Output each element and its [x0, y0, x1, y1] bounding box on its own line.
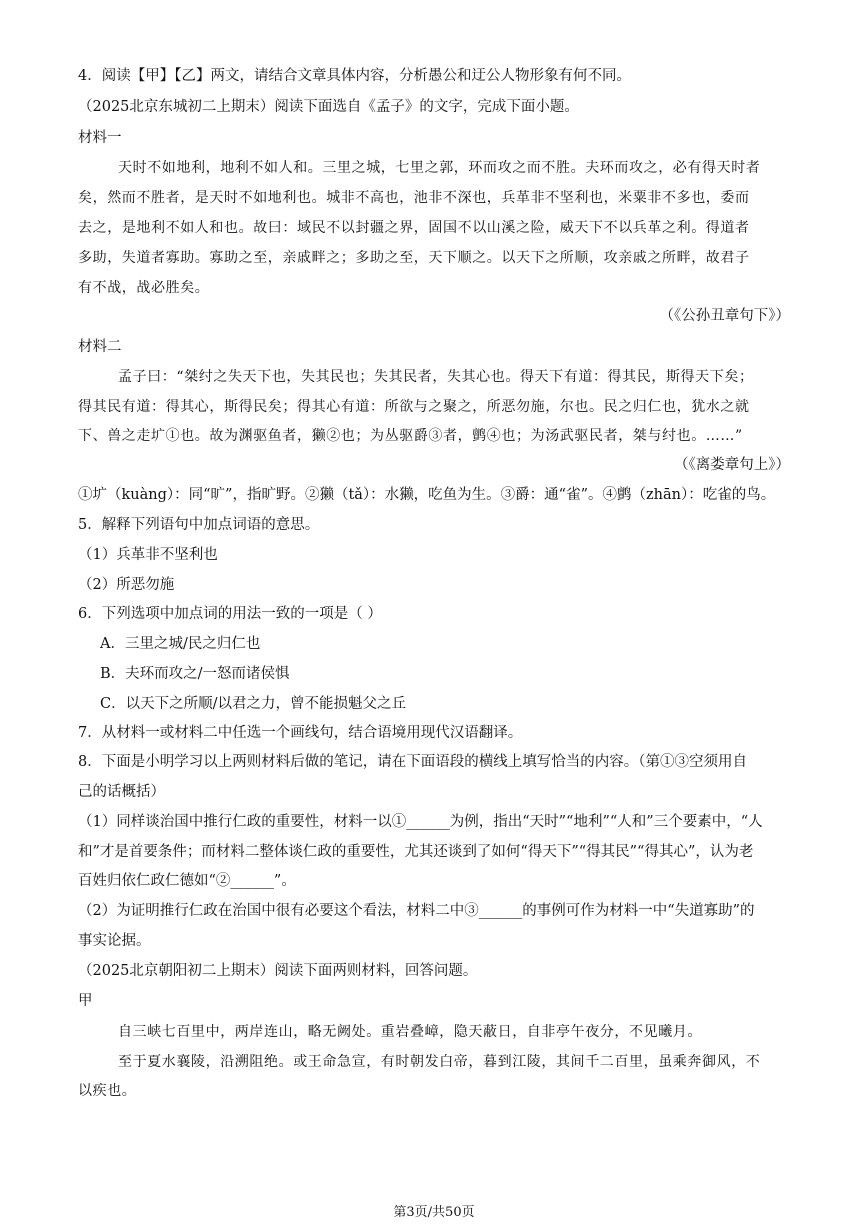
passage-jia-text-line: 以疾也。	[78, 1083, 137, 1099]
material-1-text-line: 天时不如地利，地利不如人和。三里之城，七里之郭，环而攻之而不胜。夫环而攻之，必有得天时者	[118, 160, 761, 176]
option-a: A．三里之城/民之归仁也	[100, 636, 261, 652]
question-8-part-2: （2）为证明推行仁政在治国中很有必要这个看法，材料二中③______的事例可作为材料一中“失道寡助”的	[78, 903, 755, 919]
option-c: C．以天下之所顺/以君之力，曾不能损魁父之丘	[100, 696, 406, 712]
option-b: B．夫环而攻之/一怒而诸侯惧	[100, 666, 290, 682]
question-8-cont: 己的话概括）	[78, 784, 165, 800]
material-2-text-line: 得其民有道：得其心，斯得民矣；得其心有道：所欲与之聚之，所恶勿施，尔也。民之归仁也，犹水之就	[78, 399, 750, 415]
material-1-text-line: 有不战，战必胜矣。	[78, 280, 210, 296]
material-1-text-line: 矣，然而不胜者，是天时不如地利也。城非不高也，池非不深也，兵革非不坚利也，米粟非不多也，委而	[78, 190, 750, 206]
question-5: 5．解释下列语句中加点词语的意思。	[78, 517, 320, 533]
material-2-text-line: 下、兽之走圹①也。故为渊驱鱼者，獭②也；为丛驱爵③者，鹯④也；为汤武驱民者，桀与纣也。……”	[78, 428, 743, 444]
material-1-heading: 材料一	[78, 130, 122, 146]
section-intro-dongcheng: （2025北京东城初二上期末）阅读下面选自《孟子》的文字，完成下面小题。	[78, 99, 579, 115]
material-1-text-line: 多助，失道者寡助。寡助之至，亲戚畔之；多助之至，天下顺之。以天下之所顺，攻亲戚之所畔，故君子	[78, 250, 750, 266]
passage-jia-text-line: 至于夏水襄陵，沿溯阻绝。或王命急宣，有时朝发白帝，暮到江陵，其间千二百里，虽乘奔御风，不	[118, 1054, 761, 1070]
question-5-item-1: （1）兵革非不坚利也	[78, 547, 218, 563]
page-number: 第3页/共50页	[393, 1205, 475, 1220]
material-1-source: （《公孙丑章句下》）	[659, 308, 790, 324]
question-8-part-1: （1）同样谈治国中推行仁政的重要性，材料一以①______为例，指出“天时”“地利”“人和”三个要素中，“人	[78, 814, 763, 830]
material-2-heading: 材料二	[78, 339, 122, 355]
material-1-text-line: 去之，是地利不如人和也。故曰：域民不以封疆之界，固国不以山溪之险，威天下不以兵革之利。得道者	[78, 220, 750, 236]
passage-jia-heading: 甲	[78, 993, 93, 1009]
question-8-part-1-cont: 和”才是首要条件；而材料二整体谈仁政的重要性，尤其还谈到了如何“得天下”“得其民”“得其心”，认为老	[78, 844, 754, 860]
section-intro-chaoyang: （2025北京朝阳初二上期末）阅读下面两则材料，回答问题。	[78, 963, 478, 979]
question-6: 6．下列选项中加点词的用法一致的一项是（ ）	[78, 606, 382, 622]
question-8-part-2-cont: 事实论据。	[78, 933, 151, 949]
material-2-source: （《离娄章句上》）	[674, 457, 790, 473]
question-7: 7．从材料一或材料二中任选一个画线句，结合语境用现代汉语翻译。	[78, 725, 523, 741]
question-4: 4．阅读【甲】【乙】两文，请结合文章具体内容，分析愚公和迂公人物形象有何不同。	[78, 68, 631, 84]
footnotes: ①圹（kuàng）：同“旷”，指旷野。②獭（tǎ）：水獭，吃鱼为生。③爵：通“雀”。④鹯（zhān）：吃雀的鸟。	[78, 487, 776, 503]
question-8-part-1-cont: 百姓归依仁政仁德如“②______”。	[78, 873, 296, 889]
material-2-text-line: 孟子曰：“桀纣之失天下也，失其民也；失其民者，失其心也。得天下有道：得其民，斯得天下矣；	[118, 369, 754, 385]
passage-jia-text-line: 自三峡七百里中，两岸连山，略无阙处。重岩叠嶂，隐天蔽日，自非亭午夜分，不见曦月。	[118, 1024, 702, 1040]
question-8: 8．下面是小明学习以上两则材料后做的笔记，请在下面语段的横线上填写恰当的内容。（第①③空须用自	[78, 754, 747, 770]
question-5-item-2: （2）所恶勿施	[78, 577, 175, 593]
